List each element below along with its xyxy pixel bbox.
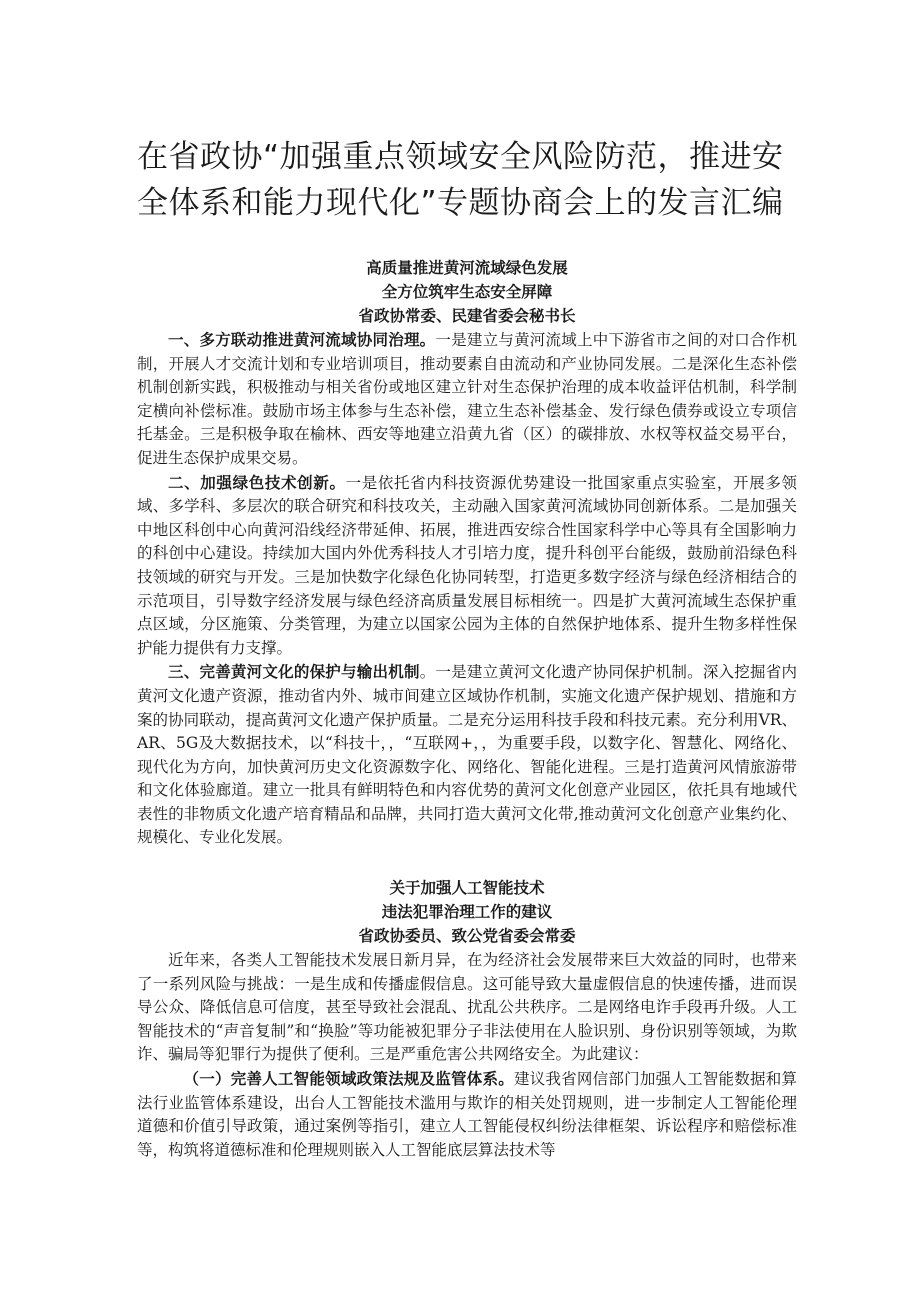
paragraph-body: 建议我省网信部门加强人工智能数据和算法行业监管体系建设，出台人工智能技术滥用与欺诈的相关处罚规则，进一步制定人工智能伦理道德和价值引导政策，通过案例等指引，建立人工智能侵权纠纷法律框架、诉讼程序和赔偿标准等，构筑将道德标准和伦理规则嵌入人工智能底层算法技术等 [137, 1070, 797, 1159]
paragraph-lead: 二、加强绿色技术创新。 [168, 472, 346, 492]
paragraph-lead: 三、完善黄河文化的保护与输出机制 [168, 662, 420, 682]
paragraph [137, 1067, 797, 1162]
speech-section-2 [137, 876, 797, 1162]
section-title-line-2: 全方位筑牢生态安全屏障 [381, 282, 553, 301]
paragraph-body: 一是建立与黄河流域上中下游省市之间的对口合作机制，开展人才交流计划和专业培训项目，推动要素自由流动和产业协同发展。二是深化生态补偿机制创新实践，积极推动与相关省份或地区建立针对生态保护治理的成本收益评估机制，科学制定横向补偿标准。鼓励市场主体参与生态补偿，建立生态补偿基金、发行绿色债券或设立专项信托基金。三是积极争取在榆林、西安等地建立沿黄九省（区）的碳排放、水权等权益交易平台，促进生态保护成果交易。 [137, 331, 797, 467]
speaker-affiliation: 省政协委员、致公党省委会常委 [358, 926, 576, 946]
paragraph [137, 471, 797, 661]
paragraph-body: 一是依托省内科技资源优势建设一批国家重点实验室，开展多领域、多学科、多层次的联合研究和科技攻关，主动融入国家黄河流域协同创新体系。二是加强关中地区科创中心向黄河沿线经济带延伸、拓展，推进西安综合性国家科学中心等具有全国影响力的科创中心建设。持续加大国内外优秀科技人才引培力度，提升科创平台能级，鼓励前沿绿色科技领域的研究与开发。三是加快数字化绿色化协同转型，打造更多数字经济与绿色经济相结合的示范项目，引导数字经济发展与绿色经济高质量发展目标相统一。四是扩大黄河流域生态保护重点区域，分区施策、分类管理，为建立以国家公园为主体的自然保护地体系、提升生物多样性保护能力提供有力支撑。 [137, 473, 797, 657]
section-title-line-1: 高质量推进黄河流域绿色发展 [366, 258, 568, 277]
paragraph [137, 328, 797, 471]
paragraph-body: 。一是建立黄河文化遗产协同保护机制。深入挖掘省内黄河文化遗产资源，推动省内外、城市间建立区域协作机制，实施文化遗产保护规划、措施和方案的协同联动，提高黄河文化遗产保护质量。二是充分运用科技手段和科技元素。充分利用VR、AR、5G及大数据技术，以“科技十，，“互联网+，，为重要手段，以数字化、智慧化、网络化、现代化为方向，加快黄河历史文化资源数字化、网络化、智能化进程。三是打造黄河风情旅游带和文化体验廊道。建立一批具有鲜明特色和内容优势的黄河文化创意产业园区，依托具有地域代表性的非物质文化遗产培育精品和品牌，共同打造大黄河文化带,推动黄河文化创意产业集约化、规模化、专业化发展。 [137, 663, 797, 847]
document-title: 在省政协“加强重点领域安全风险防范，推进安全体系和能力现代化”专题协商会上的发言汇编 [137, 139, 784, 221]
paragraph-body: 近年来，各类人工智能技术发展日新月异，在为经济社会发展带来巨大效益的同时，也带来了一系列风险与挑战：一是生成和传播虚假信息。这可能导致大量虚假信息的快速传播，进而误导公众、降低信息可信度，甚至导致社会混乱、扰乱公共秩序。二是网络电诈手段再升级。人工智能技术的“声音复制”和“换脸”等功能被犯罪分子非法使用在人脸识别、身份识别等领域，为欺诈、骗局等犯罪行为提供了便利。三是严重危害公共网络安全。为此建议： [137, 951, 797, 1064]
section-title-line-1: 关于加强人工智能技术 [389, 878, 545, 898]
section-spacer [137, 850, 797, 876]
speaker-affiliation: 省政协常委、民建省委会秘书长 [358, 306, 576, 325]
paragraph [137, 660, 797, 850]
speech-section-1 [137, 256, 797, 850]
paragraph-lead: 一、多方联动推进黄河流域协同治理。 [168, 330, 436, 349]
section-title-line-2: 违法犯罪治理工作的建议 [381, 902, 553, 922]
paragraph-lead: （一）完善人工智能领域政策法规及监管体系。 [183, 1069, 514, 1089]
paragraph [137, 948, 797, 1067]
document-page [137, 134, 797, 1162]
